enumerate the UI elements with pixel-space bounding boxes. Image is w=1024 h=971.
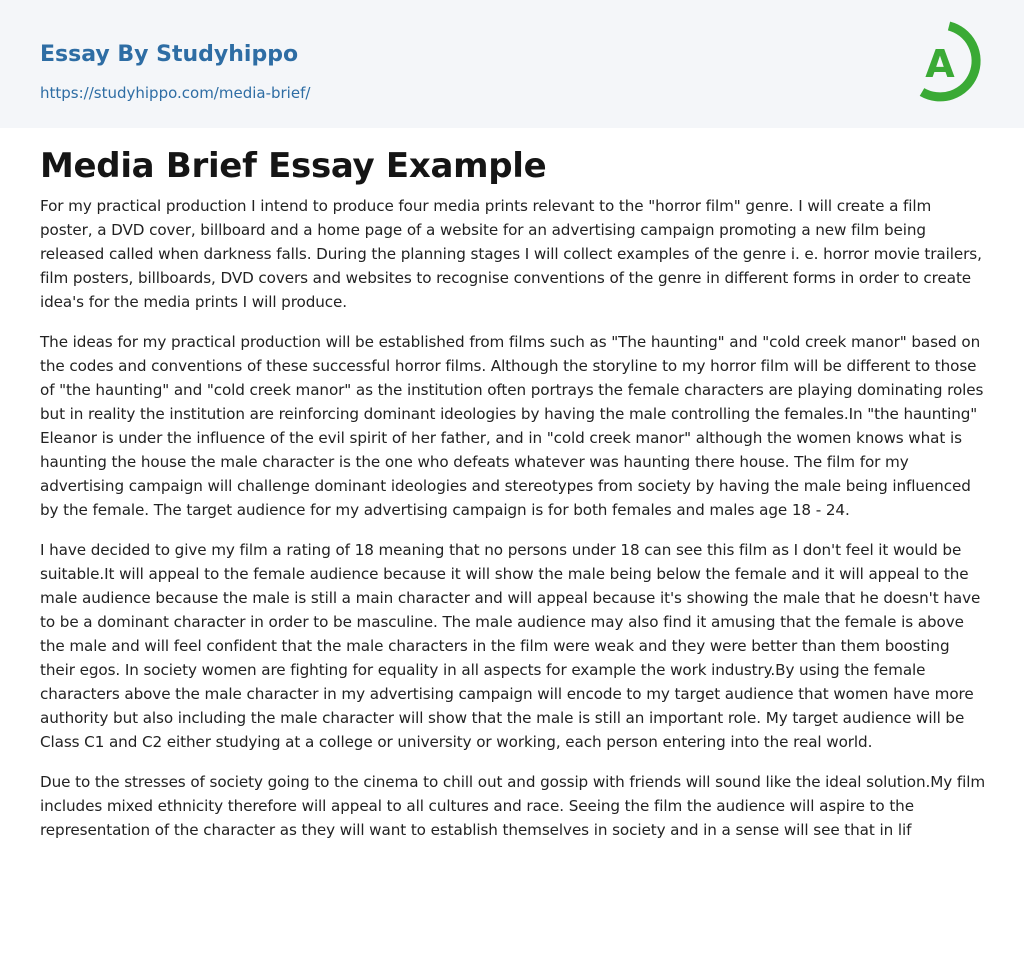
site-brand[interactable]: Essay By Studyhippo <box>40 42 299 67</box>
essay-paragraph: For my practical production I intend to produce four media prints relevant to the "horror film" genre. I will create a film poster, a DVD cover, billboard and a home page of a website for an advertising campaign promoting a new film being released called when darkness falls. During the planning stages I will collect examples of the genre i. e. horror movie trailers, film posters, billboards, DVD covers and websites to recognise conventions of the genre in different forms in order to create idea's for the media prints I will produce. <box>40 197 982 311</box>
page-title: Media Brief Essay Example <box>40 146 547 186</box>
essay-paragraph: Due to the stresses of society going to the cinema to chill out and gossip with friends will sound like the ideal solution.My film includes mixed ethnicity therefore will appeal to all cultures and race. Seeing the film the audience will aspire to the representation of the character as they will want to establish themselves in society and in a sense will see that in lif <box>40 773 986 839</box>
logo-letter: A <box>925 42 955 86</box>
essay-body <box>40 194 988 858</box>
studyhippo-logo-icon[interactable] <box>912 20 986 104</box>
essay-url-link[interactable]: https://studyhippo.com/media-brief/ <box>40 84 311 102</box>
essay-paragraph: I have decided to give my film a rating of 18 meaning that no persons under 18 can see this film as I don't feel it would be suitable.It will appeal to the female audience because it will show the male being below the female and it will appeal to the male audience because the male is still a main character and will appeal because it's showing the male that he doesn't have to be a dominant character in order to be masculine. The male audience may also find it amusing that the female is above the male and will feel confident that the male characters in the film were weak and they were better than them boosting their egos. In society women are fighting for equality in all aspects for example the work industry.By using the female characters above the male character in my advertising campaign will encode to my target audience that women have more authority but also including the male character will show that the male is still an important role. My target audience will be Class C1 and C2 either studying at a college or university or working, each person entering into the real world. <box>40 541 981 751</box>
essay-paragraph: The ideas for my practical production will be established from films such as "The haunting" and "cold creek manor" based on the codes and conventions of these successful horror films. Although the storyline to my horror film will be different to those of "the haunting" and "cold creek manor" as the institution often portrays the female characters are playing dominating roles but in reality the institution are reinforcing dominant ideologies by having the male controlling the females.In "the haunting" Eleanor is under the influence of the evil spirit of her father, and in "cold creek manor" although the women knows what is haunting the house the male character is the one who defeats whatever was haunting there house. The film for my advertising campaign will challenge dominant ideologies and stereotypes from society by having the male being influenced by the female. The target audience for my advertising campaign is for both females and males age 18 - 24. <box>40 333 984 519</box>
site-header <box>0 0 1024 128</box>
